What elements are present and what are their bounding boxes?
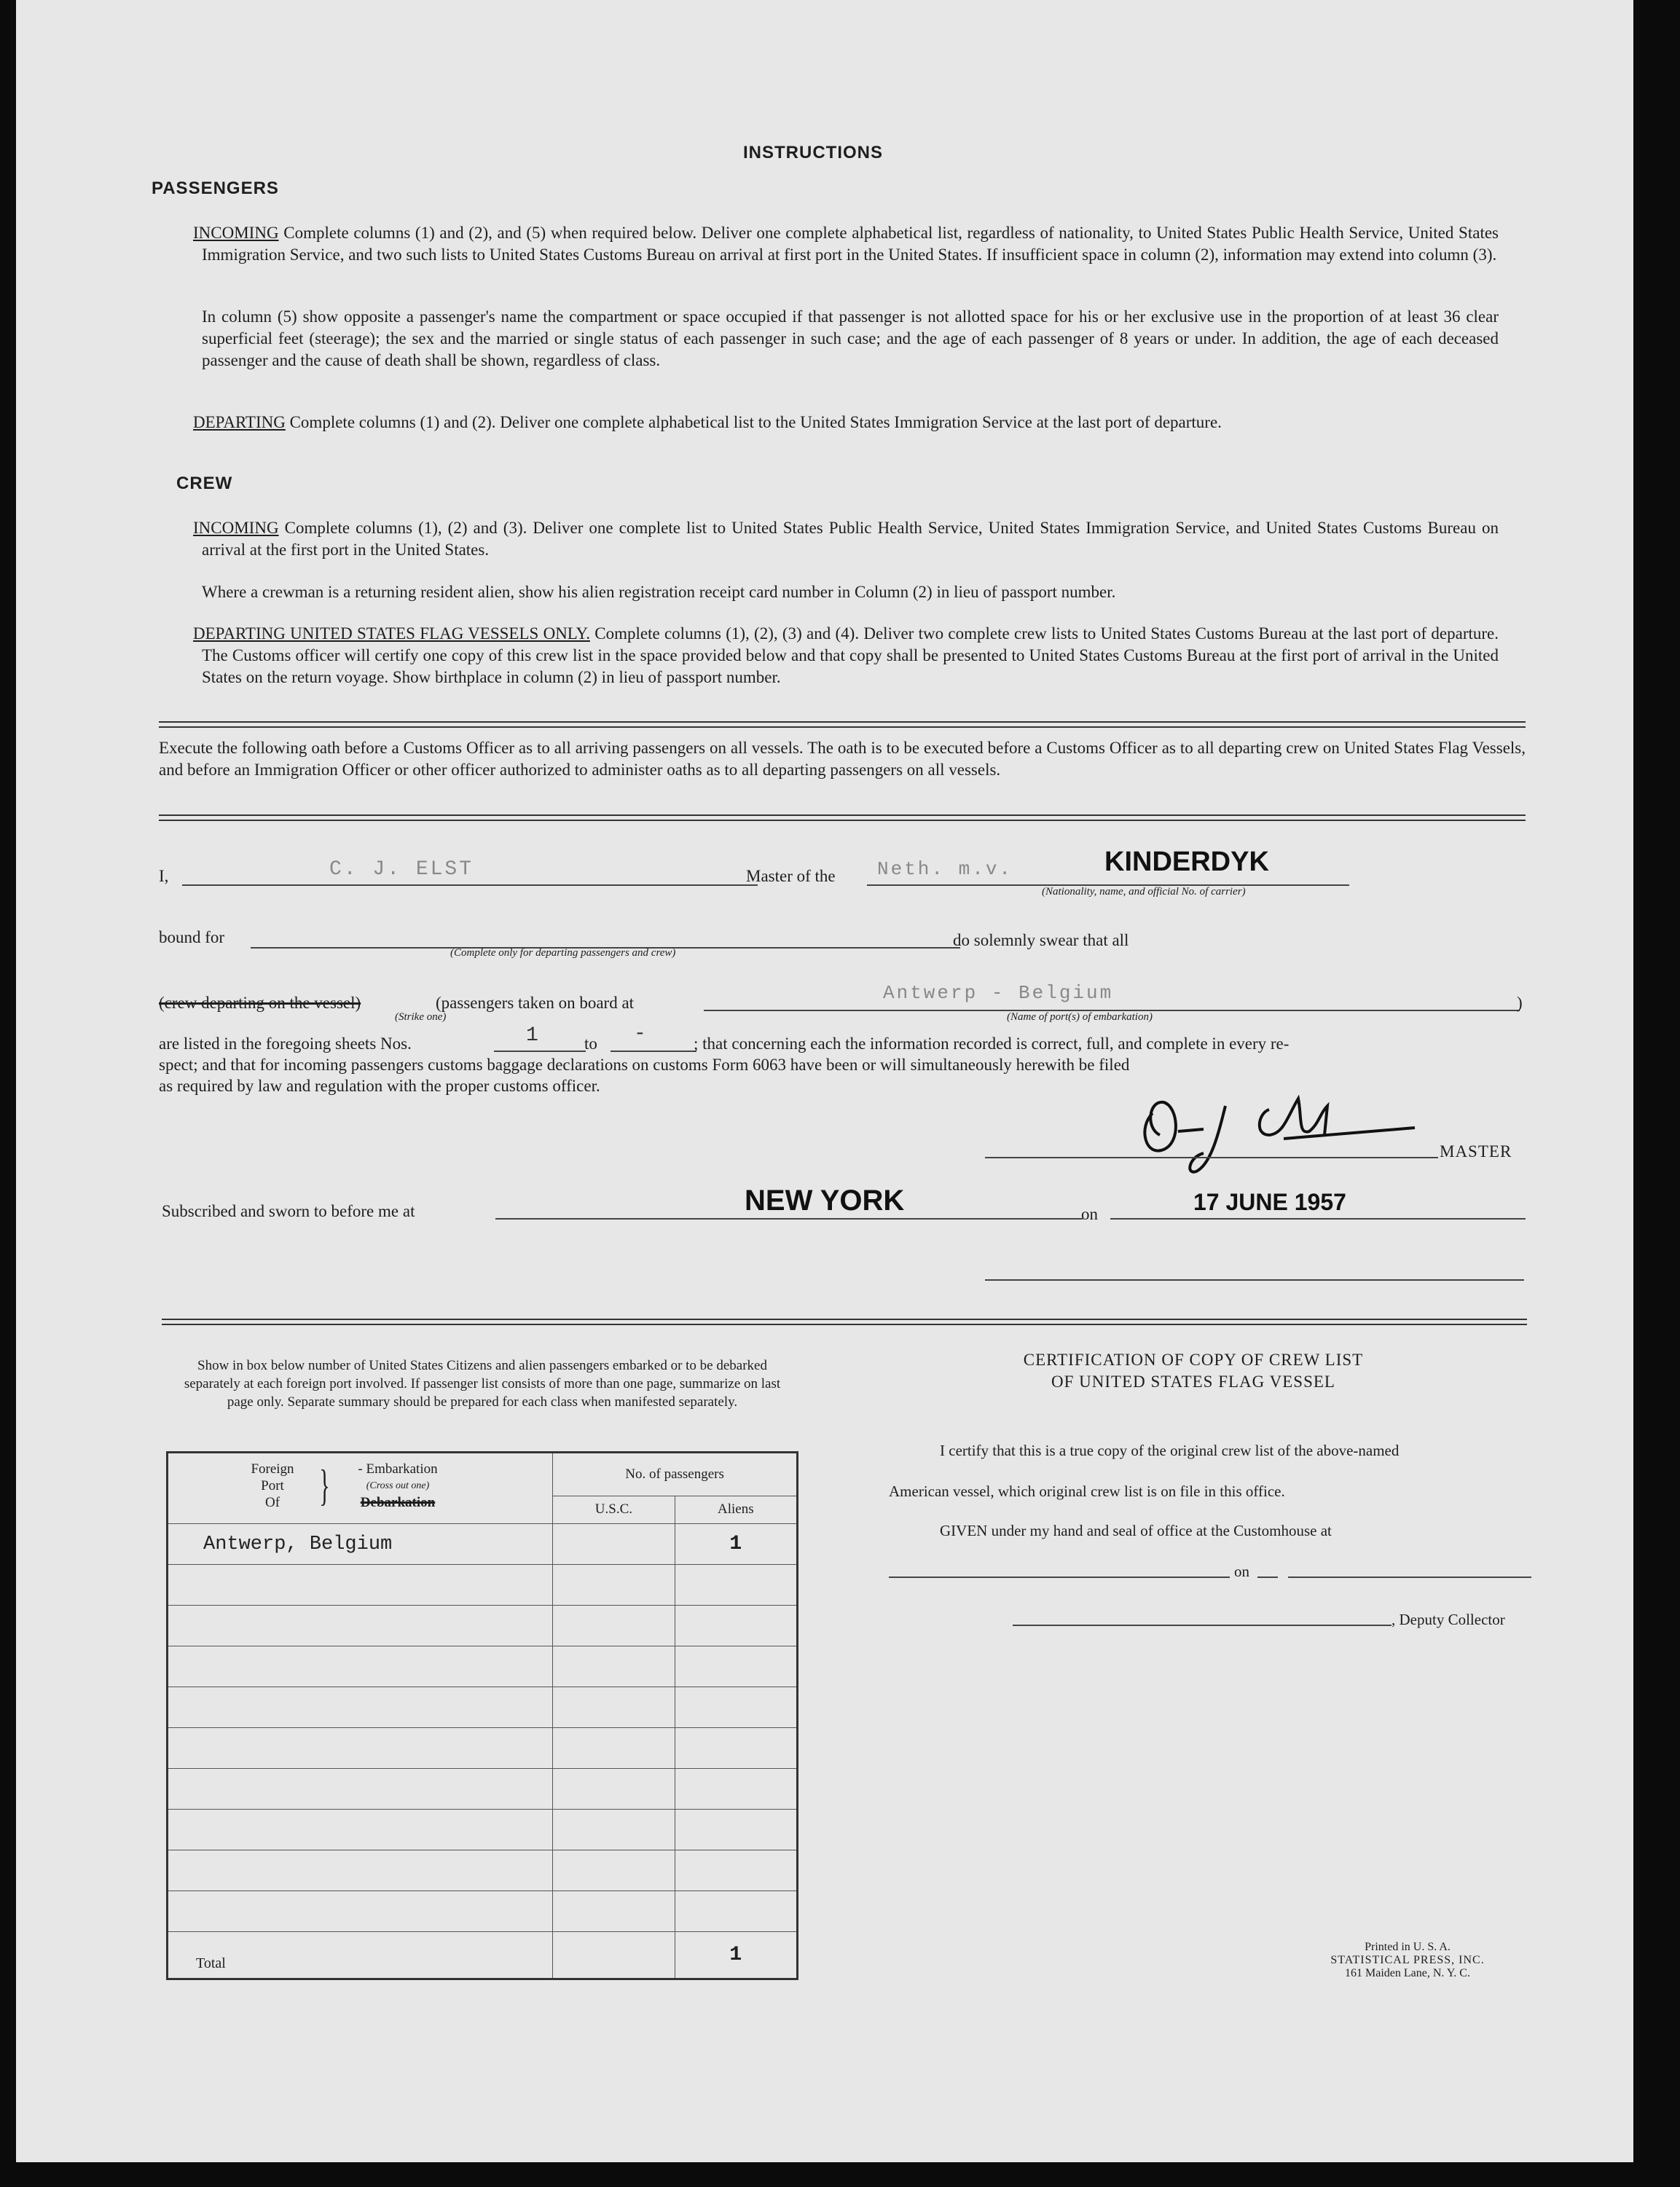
table-row: [168, 1646, 798, 1687]
printer-line-3: 161 Maiden Lane, N. Y. C.: [1345, 1967, 1470, 1979]
sworn-on-label: on: [1081, 1205, 1098, 1223]
date-line-short: [1257, 1577, 1278, 1578]
row-aliens: [675, 1687, 797, 1728]
vessel-caption: (Nationality, name, and official No. of carrier): [1042, 886, 1246, 898]
row-port: [168, 1728, 553, 1769]
crew-incoming-label: INCOMING: [193, 519, 279, 537]
row-port: [168, 1891, 553, 1932]
sheet-from: 1: [526, 1024, 541, 1047]
port-embarkation: Antwerp - Belgium: [883, 982, 1114, 1004]
vessel-name: KINDERDYK: [1104, 847, 1269, 877]
crew-departing-paragraph: [193, 623, 1499, 688]
table-row: [168, 1728, 798, 1769]
row-usc: [553, 1728, 675, 1769]
form-page: [16, 0, 1633, 2162]
certify-text-1: I certify that this is a true copy of the original crew list of the above-named: [940, 1442, 1400, 1459]
sworn-date-line: [1110, 1218, 1526, 1220]
row-aliens: [675, 1810, 797, 1850]
header-embarkation: - Embarkation: [358, 1461, 438, 1477]
master-name: C. J. ELST: [329, 858, 474, 881]
table-row: [168, 1891, 798, 1932]
deputy-collector-label: , Deputy Collector: [1392, 1611, 1505, 1628]
sworn-date: 17 JUNE 1957: [1193, 1189, 1346, 1215]
row-port: [168, 1565, 553, 1606]
header-port: Port: [261, 1478, 284, 1493]
close-paren: ): [1517, 994, 1523, 1012]
row-usc: [553, 1646, 675, 1687]
row-port: [168, 1606, 553, 1646]
header-cross-out: (Cross out one): [366, 1480, 430, 1491]
given-text: GIVEN under my hand and seal of office at the Customhouse at: [940, 1522, 1332, 1539]
header-brace: }: [319, 1461, 330, 1509]
table-row: [168, 1769, 798, 1810]
row-usc: [553, 1810, 675, 1850]
row-aliens: [675, 1769, 797, 1810]
swear-text: do solemnly swear that all: [953, 931, 1129, 949]
total-usc: [553, 1932, 675, 1979]
row-aliens: [675, 1728, 797, 1769]
listed-label: are listed in the foregoing sheets Nos.: [159, 1034, 412, 1053]
strike-caption: (Strike one): [395, 1011, 447, 1023]
table-row: [168, 1565, 798, 1606]
total-row: [168, 1932, 798, 1979]
master-name-line: [182, 884, 758, 886]
master-of-label: Master of the: [746, 867, 836, 885]
listed-text-1: ; that concerning each the information recorded is correct, full, and complete in every re-: [694, 1034, 1290, 1053]
bound-for-label: bound for: [159, 928, 225, 946]
crew-departing-text: Complete columns (1), (2), (3) and (4). Deliver two complete crew lists to United States Customs Bureau at the last port of departure. The Customs officer will certify one copy of this crew list in the space provided below and that copy shall be presented to United States Customs Bureau at the first port of arrival in the United States on the return voyage. Show birthplace in column (2) in lieu of passport number.: [202, 624, 1499, 686]
to-label: to: [584, 1034, 597, 1053]
crew-heading: CREW: [176, 474, 233, 493]
oath-intro: Execute the following oath before a Customs Officer as to all arriving passengers on all vessels. The oath is to be executed before a Customs Officer as to all departing crew on United States Flag Vessels, and before an Immigration Officer or other officer authorized to administer oaths as to all departing passengers on all vessels.: [159, 739, 1526, 779]
sworn-place-line: [495, 1218, 1083, 1220]
passengers-departing-label: DEPARTING: [193, 413, 286, 431]
row-port: [168, 1687, 553, 1728]
passengers-departing-paragraph: [193, 412, 1499, 433]
instructions-title: INSTRUCTIONS: [743, 143, 883, 162]
row-port: [168, 1646, 553, 1687]
table-row: [168, 1810, 798, 1850]
passengers-heading: PASSENGERS: [152, 178, 279, 198]
divider: [162, 1319, 1527, 1325]
header-debarkation: Debarkation: [360, 1495, 436, 1510]
printer-line-1: Printed in U. S. A.: [1365, 1941, 1451, 1953]
column5-paragraph: In column (5) show opposite a passenger's name the compartment or space occupied if that passenger is not allotted space for his or her exclusive use in the proportion of at least 36 clear superficial feet (steerage); the sex and the married or single status of each passenger in such case; and the age of each passenger of 8 years or under. In addition, the age of each deceased passenger and the cause of death shall be shown, regardless of class.: [202, 307, 1499, 369]
certification-on-label: on: [1234, 1563, 1249, 1580]
sworn-place: NEW YORK: [745, 1185, 905, 1217]
oath-i-label: I,: [159, 867, 169, 885]
header-foreign: Foreign: [251, 1461, 294, 1477]
row-usc: [553, 1606, 675, 1646]
table-row: [168, 1606, 798, 1646]
row-usc: [553, 1891, 675, 1932]
row-port: [168, 1850, 553, 1891]
printer-imprint: [1298, 1941, 1517, 1980]
row-aliens: 1: [675, 1524, 797, 1565]
crew-struck: (crew departing on the vessel): [159, 994, 361, 1012]
passengers-taken-label: (passengers taken on board at: [436, 994, 635, 1012]
customhouse-line: [889, 1577, 1230, 1578]
crew-incoming-text: Complete columns (1), (2) and (3). Deliver one complete list to United States Public Health Service, United States Immigration Service, and United States Customs Bureau on arrival at the first port in the United States.: [202, 519, 1499, 559]
row-usc: [553, 1850, 675, 1891]
total-label: Total: [168, 1932, 553, 1979]
vessel-prefix: Neth. m.v.: [877, 858, 1013, 880]
sheet-to: -: [634, 1023, 648, 1045]
officer-signature-line: [985, 1279, 1524, 1281]
subscribed-label: Subscribed and sworn to before me at: [162, 1202, 415, 1220]
passengers-departing-text: Complete columns (1) and (2). Deliver one complete alphabetical list to the United States Immigration Service at the last port of departure.: [289, 413, 1222, 431]
row-port: Antwerp, Belgium: [168, 1524, 553, 1565]
bound-for-caption: (Complete only for departing passengers and crew): [450, 947, 676, 959]
master-signature-line: [985, 1157, 1438, 1158]
printer-line-2: STATISTICAL PRESS, INC.: [1330, 1954, 1485, 1966]
summary-instruction: Show in box below number of United States Citizens and alien passengers embarked or to be debarked separately at each foreign port involved. If passenger list consists of more than one page, summarize on last page only. Separate summary should be prepared for each class when manifested separately.: [184, 1358, 781, 1410]
certify-text-2: American vessel, which original crew list is on file in this office.: [889, 1483, 1285, 1500]
passengers-incoming-text: Complete columns (1) and (2), and (5) when required below. Deliver one complete alphabetical list, regardless of nationality, to United States Public Health Service, United States Immigration Service, and two such lists to United States Customs Bureau on arrival at first port in the United States. If insufficient space in column (2), information may extend into column (3).: [202, 224, 1499, 264]
crew-departing-label: DEPARTING UNITED STATES FLAG VESSELS ONLY.: [193, 624, 590, 643]
row-usc: [553, 1769, 675, 1810]
passengers-incoming-label: INCOMING: [193, 224, 279, 242]
header-no-passengers: No. of passengers: [553, 1453, 798, 1496]
summary-port-header: [168, 1453, 553, 1524]
row-port: [168, 1769, 553, 1810]
divider: [159, 814, 1526, 821]
total-aliens: 1: [675, 1932, 797, 1979]
certification-title-2: OF UNITED STATES FLAG VESSEL: [1051, 1373, 1335, 1391]
row-aliens: [675, 1646, 797, 1687]
row-port: [168, 1810, 553, 1850]
sheet-from-line: [494, 1051, 586, 1052]
row-aliens: [675, 1891, 797, 1932]
master-signature: [1123, 1084, 1429, 1179]
row-aliens: [675, 1606, 797, 1646]
certification-title-1: CERTIFICATION OF COPY OF CREW LIST: [1023, 1351, 1364, 1369]
row-aliens: [675, 1565, 797, 1606]
header-aliens: Aliens: [675, 1496, 797, 1523]
sheet-to-line: [611, 1051, 696, 1052]
divider: [159, 721, 1526, 728]
table-row: [168, 1687, 798, 1728]
header-of: Of: [264, 1495, 280, 1510]
listed-text-2: spect; and that for incoming passengers customs baggage declarations on customs Form 6063 have been or will simultaneously herewith be filed: [159, 1056, 1130, 1074]
summary-table: [166, 1451, 798, 1980]
row-usc: [553, 1565, 675, 1606]
listed-text-3: as required by law and regulation with the proper customs officer.: [159, 1077, 600, 1095]
crew-incoming-paragraph: [193, 517, 1499, 561]
table-row: [168, 1850, 798, 1891]
row-usc: [553, 1524, 675, 1565]
table-row: [168, 1524, 798, 1565]
crewman-paragraph: Where a crewman is a returning resident alien, show his alien registration receipt card number in Column (2) in lieu of passport number.: [202, 583, 1116, 601]
port-caption: (Name of port(s) of embarkation): [1007, 1011, 1153, 1023]
passengers-incoming-paragraph: [193, 222, 1499, 266]
header-usc: U.S.C.: [553, 1496, 675, 1523]
deputy-collector-line: [1013, 1625, 1392, 1626]
row-usc: [553, 1687, 675, 1728]
date-line: [1288, 1577, 1531, 1578]
row-aliens: [675, 1850, 797, 1891]
master-label: MASTER: [1440, 1142, 1512, 1161]
